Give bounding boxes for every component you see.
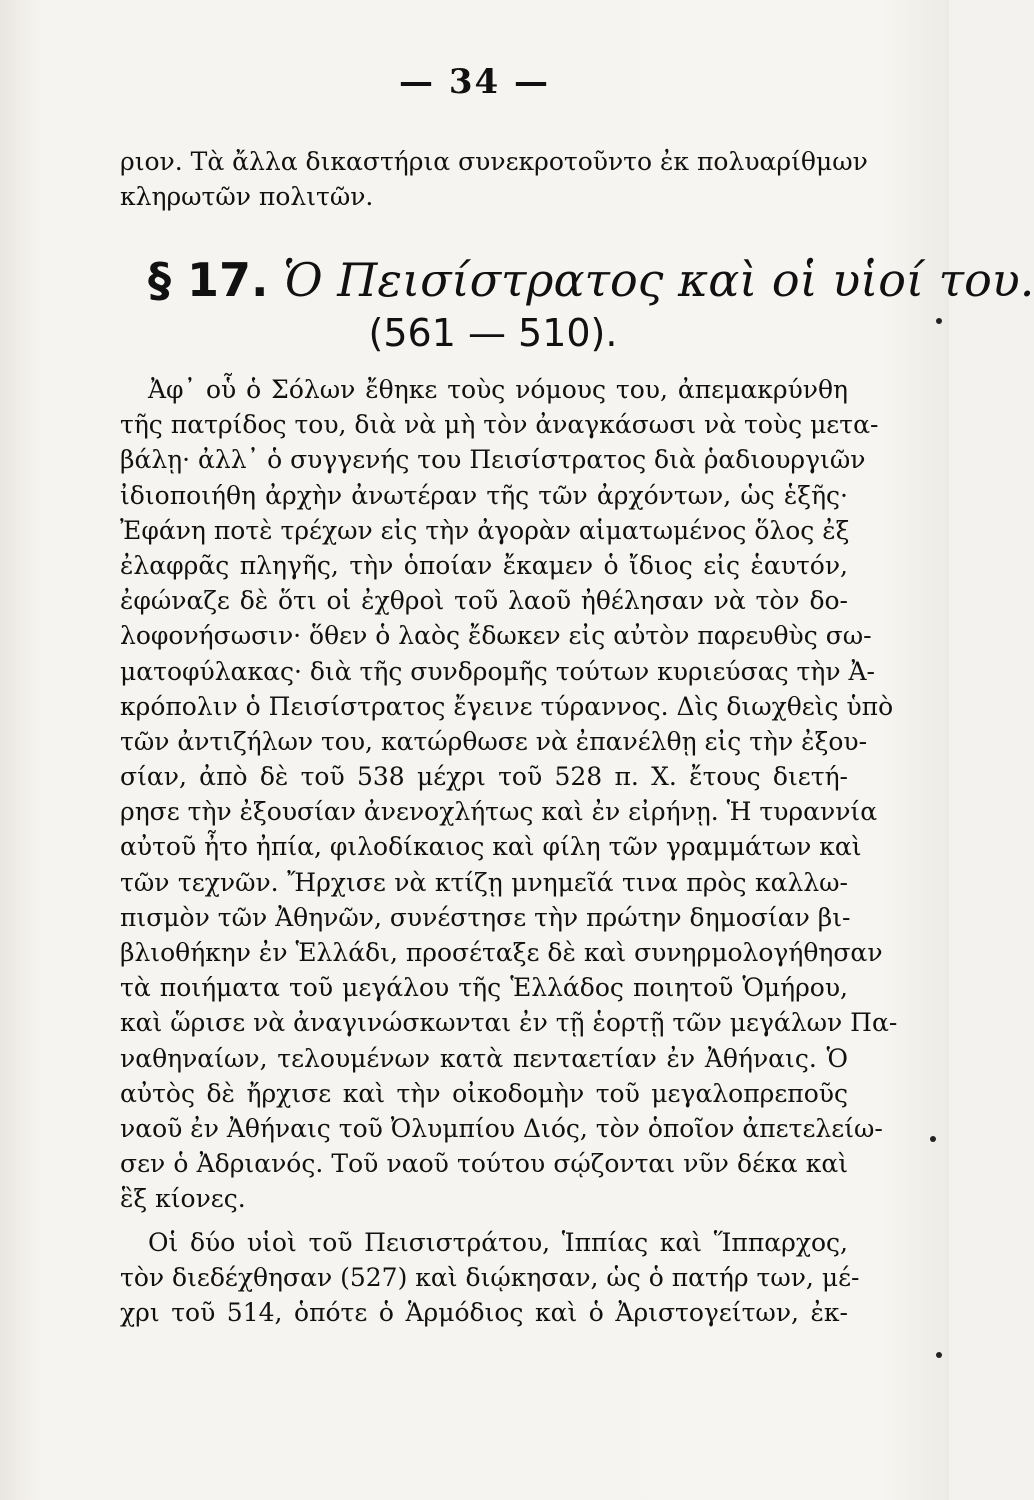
text-line: αὐτὸς δὲ ἤρχισε καὶ τὴν οἰκοδομὴν τοῦ μεγαλοπρεποῦς [120,1078,848,1108]
text-line: τὸν διεδέχθησαν (527) καὶ διῴκησαν, ὡς ὁ πατήρ των, μέ- [120,1262,860,1292]
text-line: σεν ὁ Ἀδριανός. Τοῦ ναοῦ τούτου σῴζονται νῦν δέκα καὶ [120,1149,848,1179]
text-line: ναθηναίων, τελουμένων κατὰ πενταετίαν ἐν Ἀθήναις. Ὁ [120,1043,848,1073]
text-line: τῶν ἀντιζήλων του, κατώρθωσε νὰ ἐπανέλθῃ εἰς τὴν ἐξου- [120,726,868,756]
body-text [120,372,898,1330]
text-line: σίαν, ἀπὸ δὲ τοῦ 538 μέχρι τοῦ 528 π. Χ. ἔτους διετή- [120,762,848,792]
text-line: ἐφώναζε δὲ ὅτι οἱ ἐχθροὶ τοῦ λαοῦ ἠθέλησαν νὰ τὸν δο- [120,586,848,616]
text-line: ρησε τὴν ἐξουσίαν ἀνενοχλήτως καὶ ἐν εἰρήνῃ. Ἡ τυραννία [120,797,878,827]
paragraph-1 [120,372,898,1217]
text-line: αὐτοῦ ἦτο ἠπία, φιλοδίκαιος καὶ φίλη τῶν γραμμάτων καὶ [120,832,862,862]
section-dates: (561 — 510). [368,311,618,355]
print-speck [936,318,942,324]
text-line: Ἐφάνη ποτὲ τρέχων εἰς τὴν ἀγορὰν αἱματωμένος ὅλος ἐξ [120,515,850,545]
text-line: λοφονήσωσιν· ὅθεν ὁ λαὸς ἔδωκεν εἰς αὐτὸν παρευθὺς σω- [120,621,872,651]
text-line: βάλῃ· ἀλλ᾽ ὁ συγγενής του Πεισίστρατος διὰ ῥαδιουργιῶν [120,445,866,475]
text-line: βλιοθήκην ἐν Ἑλλάδι, προσέταξε δὲ καὶ συνηρμολογήθησαν [120,938,883,967]
text-line: τὰ ποιήματα τοῦ μεγάλου τῆς Ἑλλάδος ποιητοῦ Ὁμήρου, [120,973,848,1003]
text-line: τῆς πατρίδος του, διὰ νὰ μὴ τὸν ἀναγκάσωσι νὰ τοὺς μετα- [120,410,879,440]
text-line: ἓξ κίονες. [120,1184,246,1214]
paragraph-gap [120,1217,848,1225]
text-line: πισμὸν τῶν Ἀθηνῶν, συνέστησε τὴν πρώτην δημοσίαν βι- [120,902,851,932]
text-line: ἐλαφρᾶς πληγῆς, τὴν ὁποίαν ἔκαμεν ὁ ἴδιος εἰς ἑαυτόν, [120,550,848,580]
text-line: κληρωτῶν πολιτῶν. [120,182,374,212]
section-title [148,252,1034,308]
section-title-text: Ὁ Πεισίστρατος καὶ οἱ υἱοί του. [283,253,1034,307]
text-line: ριον. Τὰ ἄλλα δικαστήρια συνεκροτοῦντο ἐκ πολυαρίθμων [120,147,868,176]
section-number: § 17. [148,253,269,307]
page-number: — 34 — [399,62,550,102]
text-line: χρι τοῦ 514, ὁπότε ὁ Ἁρμόδιος καὶ ὁ Ἀριστογείτων, ἐκ- [120,1297,848,1327]
intro-text [120,144,868,214]
text-line: ναοῦ ἐν Ἀθήναις τοῦ Ὀλυμπίου Διός, τὸν ὁποῖον ἀπετελείω- [120,1113,883,1143]
paragraph-2 [120,1225,860,1331]
text-line: ἰδιοποιήθη ἀρχὴν ἀνωτέραν τῆς τῶν ἀρχόντων, ὡς ἑξῆς· [120,480,848,510]
text-line: τῶν τεχνῶν. Ἤρχισε νὰ κτίζῃ μνημεῖά τινα πρὸς καλλω- [120,867,848,897]
section-heading [148,252,1034,358]
text-line: ματοφύλακας· διὰ τῆς συνδρομῆς τούτων κυριεύσας τὴν Ἀ- [120,656,875,686]
print-speck [936,1352,942,1358]
text-line: καὶ ὥρισε νὰ ἀναγινώσκωνται ἐν τῇ ἑορτῇ τῶν μεγάλων Πα- [120,1008,898,1038]
text-line: Ἀφ᾽ οὗ ὁ Σόλων ἔθηκε τοὺς νόμους του, ἀπεμακρύνθη [148,375,848,404]
text-line: Οἱ δύο υἱοὶ τοῦ Πεισιστράτου, Ἱππίας καὶ Ἵππαρχος, [148,1227,848,1257]
print-speck [930,1136,936,1142]
text-line: κρόπολιν ὁ Πεισίστρατος ἔγεινε τύραννος. Δὶς διωχθεὶς ὑπὸ [120,691,894,721]
